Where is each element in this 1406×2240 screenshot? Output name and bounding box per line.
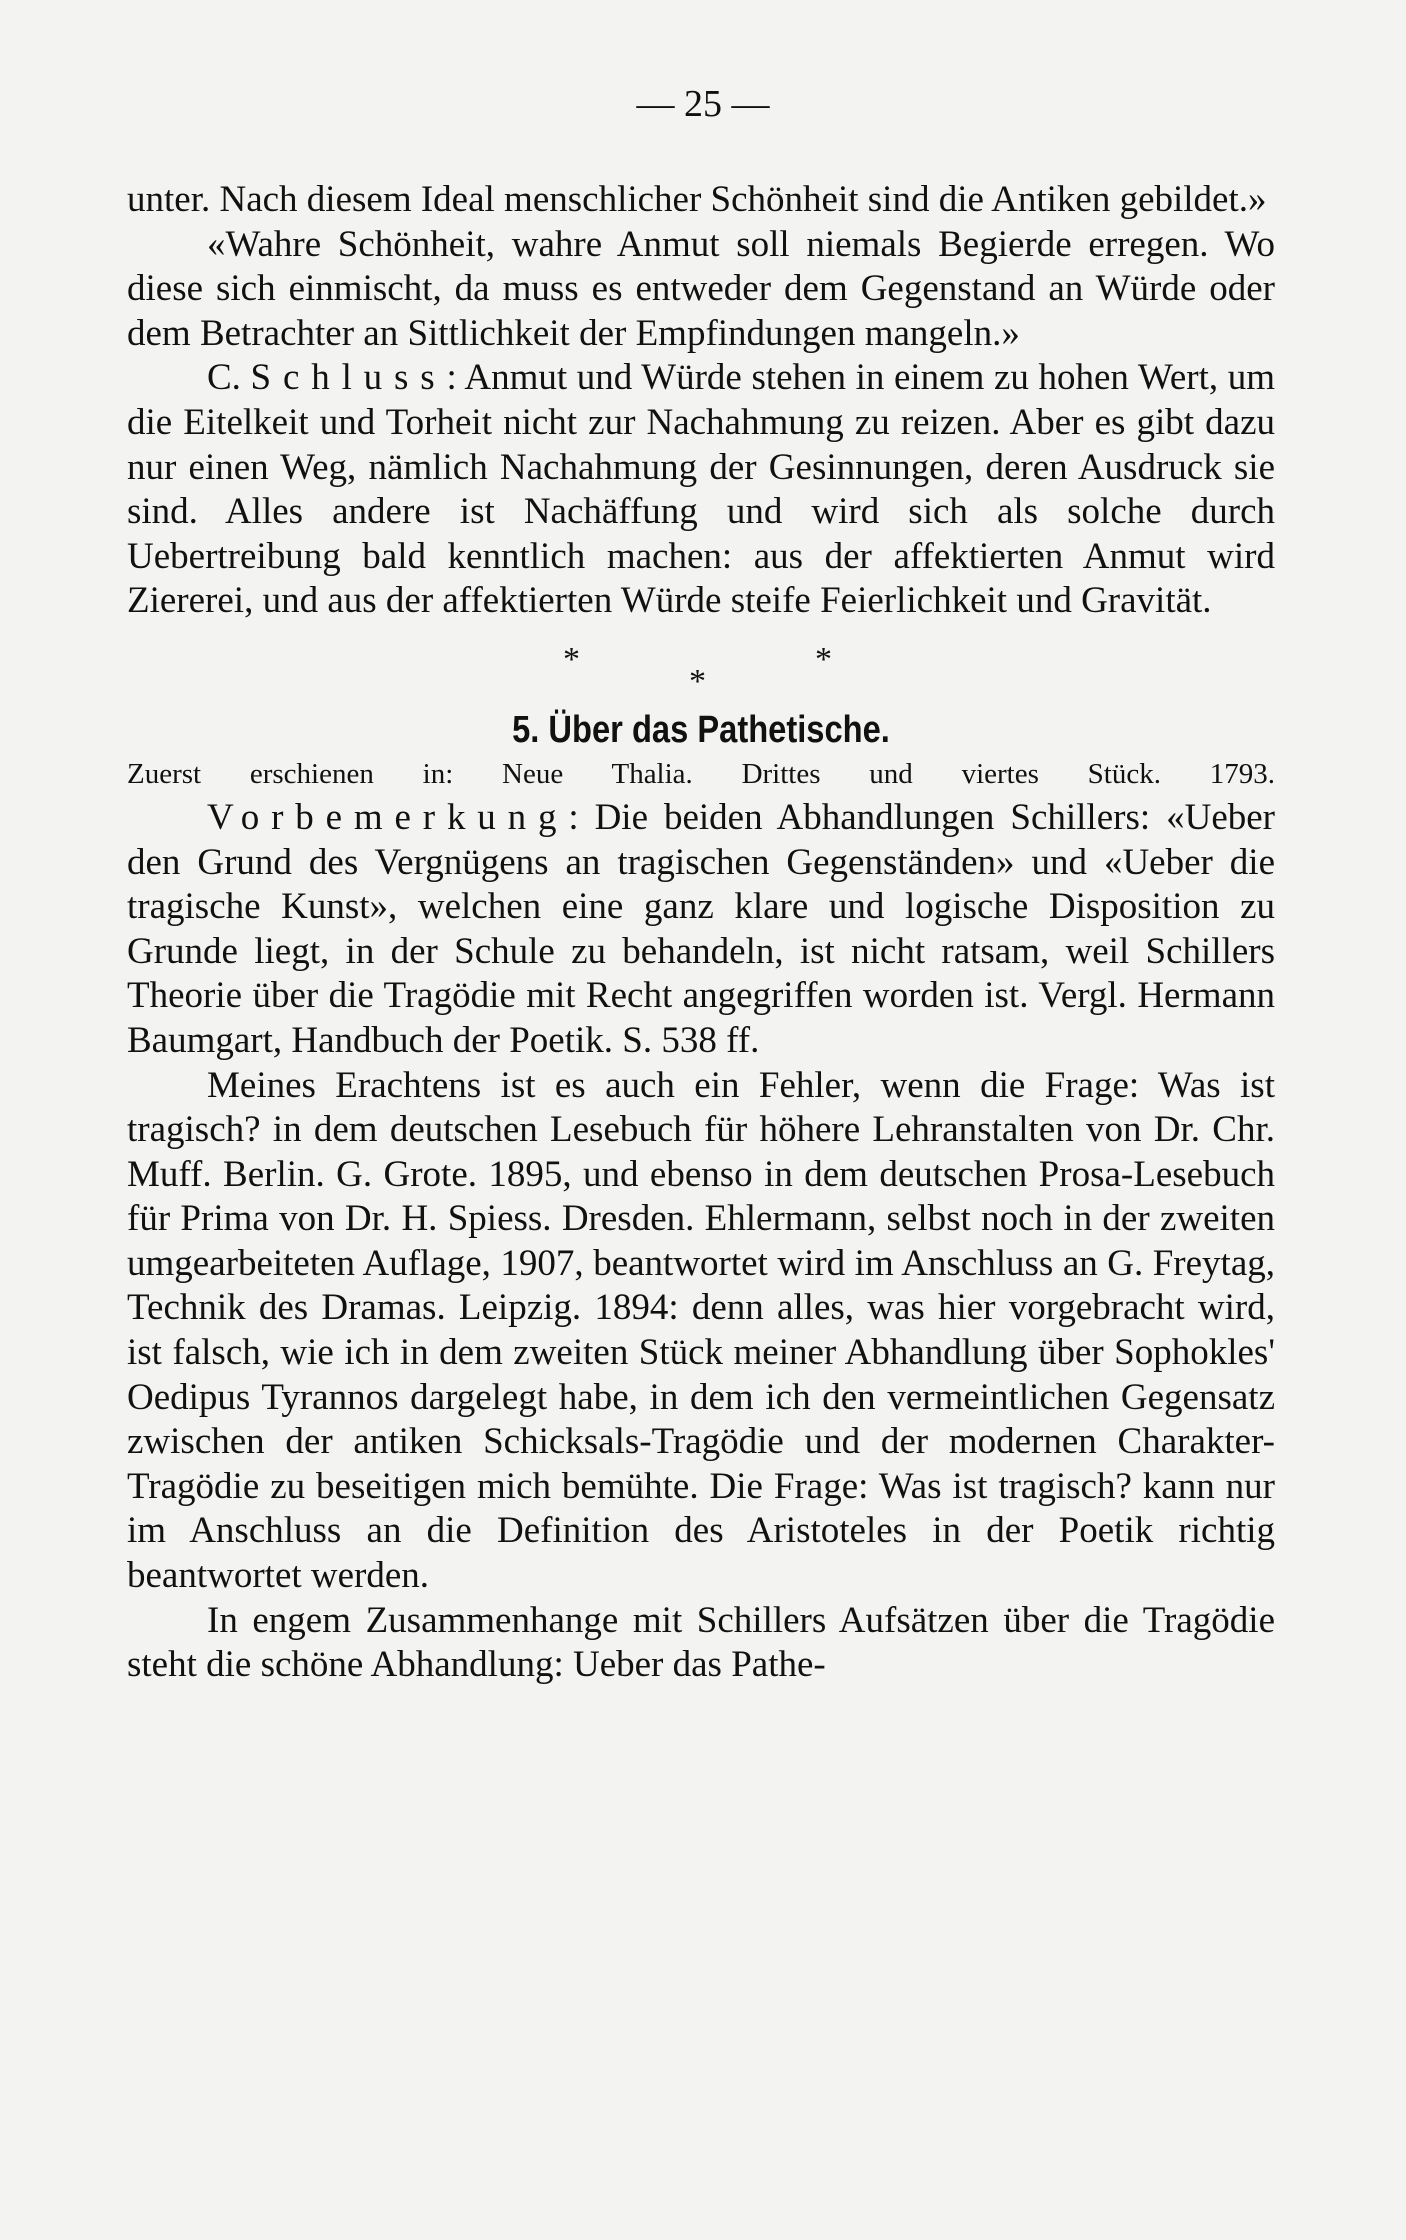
vorbemerkung-label: Vorbemerkung [207,796,569,838]
schluss-text: : Anmut und Würde stehen in einem zu hohen Wert, um die Eitelkeit und Torheit nicht zur Nachahmung zu reizen. Aber es gibt dazu nur einen Weg, nämlich Nachahmung der Gesinnungen, deren Ausdruck sie sind. Alles andere ist Nachäffung und wird sich als solche durch Uebertreibung bald kenntlich machen: aus der affektierten Anmut wird Ziererei, und aus der affektierten Würde steife Feierlichkeit und Gravität. [127,357,1275,622]
paragraph-vorbemerkung [127,796,1275,1064]
paragraph-ideal: unter. Nach diesem Ideal menschlicher Schönheit sind die Antiken gebildet.» [127,179,1267,220]
vorbemerkung-text: : Die beiden Abhandlungen Schillers: «Ueber den Grund des Vergnügens an tragischen Gegenständen» und «Ueber die tragische Kunst», welchen eine ganz klare und logische Disposition zu Grunde liegt, in der Schule zu behandeln, ist nicht ratsam, weil Schillers Theorie über die Tragödie mit Recht angegriffen worden ist. Vergl. Hermann Baumgart, Handbuch der Poetik. S. 538 ff. [127,796,1275,1061]
page-body [127,178,1275,1688]
paragraph-wahre-schoenheit: «Wahre Schönheit, wahre Anmut soll niemals Begierde erregen. Wo diese sich einmischt, da muss es entweder dem Gegenstand an Würde oder dem Betrachter an Sittlichkeit der Empfindungen mangeln.» [127,223,1275,354]
source-line: Zuerst erschienen in: Neue Thalia. Drittes und viertes Stück. 1793. [127,757,1275,790]
asterisk-center: * [689,662,706,700]
paragraph-erachtens: Meines Erachtens ist es auch ein Fehler, wenn die Frage: Was ist tragisch? in dem deutschen Lesebuch für höhere Lehranstalten von Dr. Chr. Muff. Berlin. G. Grote. 1895, und ebenso in dem deutschen Prosa-Lesebuch für Prima von Dr. H. Spiess. Dresden. Ehlermann, selbst noch in der zweiten umgearbeiteten Auflage, 1907, beantwortet wird im Anschluss an G. Freytag, Technik des Dramas. Leipzig. 1894: denn alles, was hier vorgebracht wird, ist falsch, wie ich in dem zweiten Stück meiner Abhandlung über Sophokles' Oedipus Tyrannos dargelegt habe, in dem ich den vermeintlichen Gegensatz zwischen der antiken Schicksals-Tragödie und der modernen Charakter-Tragödie zu beseitigen mich bemühte. Die Frage: Was ist tragisch? kann nur im Anschluss an die Definition des Aristoteles in der Poetik richtig beantwortet werden. [127,1064,1275,1597]
paragraph-zusammenhang: In engem Zusammenhange mit Schillers Aufsätzen über die Tragödie steht die schöne Abhandlung: Ueber das Pathe- [127,1599,1275,1686]
section-letter: C. [207,357,241,399]
page-number: — 25 — [636,83,770,125]
schluss-label: Schluss [250,357,447,399]
asterism-separator [127,624,1275,706]
section-heading: 5. Über das Pathetische. [512,708,890,751]
asterisk-right: * [815,640,832,678]
asterisk-left: * [563,640,580,678]
paragraph-schluss [127,356,1275,624]
